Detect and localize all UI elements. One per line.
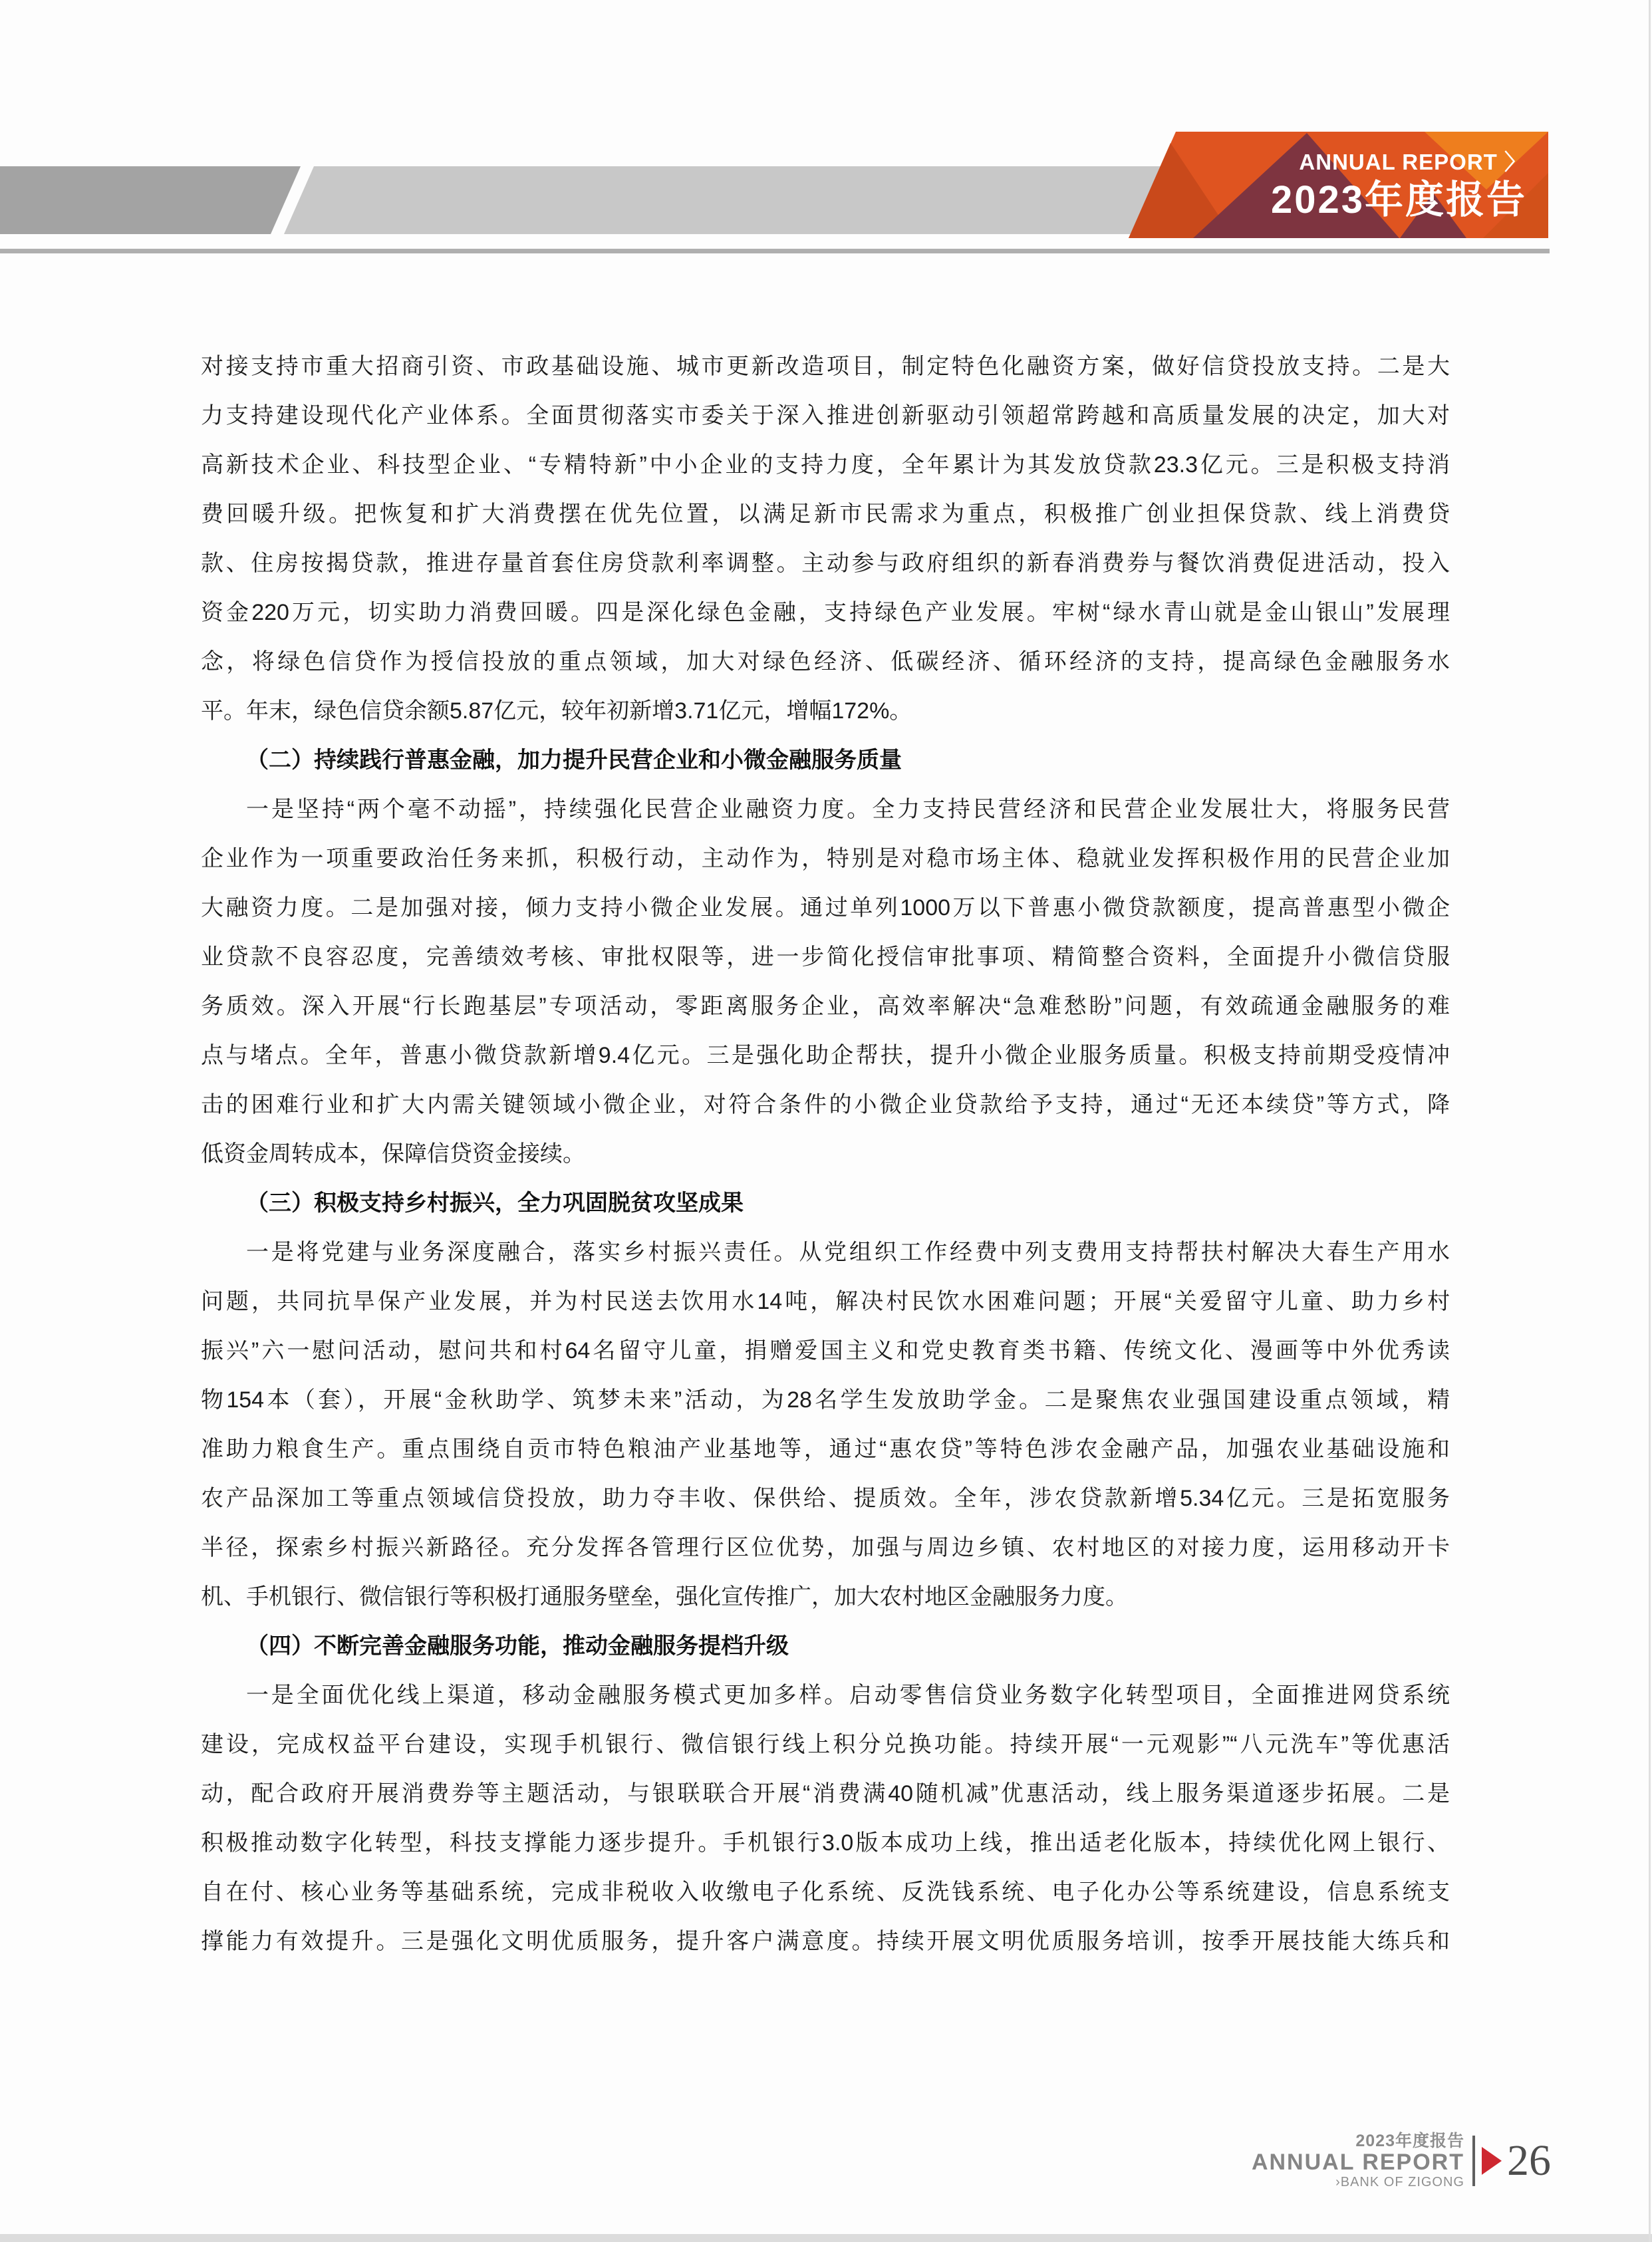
body-line: 积极推动数字化转型，科技支撑能力逐步提升。手机银行3.0版本成功上线，推出适老化版本，持续优化网上银行、 <box>201 1830 1450 1856</box>
section-heading: （四）不断完善金融服务功能，推动金融服务提档升级 <box>246 1633 789 1659</box>
body-line: 务质效。深入开展“行长跑基层”专项活动，零距离服务企业，高效率解决“急难愁盼”问题，有效疏通金融服务的难 <box>201 994 1450 1019</box>
body-line: 费回暖升级。把恢复和扩大消费摆在优先位置，以满足新市民需求为重点，积极推广创业担保贷款、线上消费贷 <box>201 501 1450 527</box>
footer-report-title-cn: 2023年度报告 <box>1355 2132 1464 2150</box>
body-line: 款、住房按揭贷款，推进存量首套住房贷款利率调整。主动参与政府组织的新春消费券与餐饮消费促进活动，投入 <box>201 551 1450 576</box>
page-number: 26 <box>1507 2136 1551 2185</box>
document-body <box>201 342 1450 1966</box>
body-line: 力支持建设现代化产业体系。全面贯彻落实市委关于深入推进创新驱动引领超常跨越和高质量发展的决定，加大对 <box>201 403 1450 428</box>
body-line: 资金220万元，切实助力消费回暖。四是深化绿色金融，支持绿色产业发展。牢树“绿水青山就是金山银山”发展理 <box>201 600 1450 625</box>
body-line: 自在付、核心业务等基础系统，完成非税收入收缴电子化系统、反洗钱系统、电子化办公等系统建设，信息系统支 <box>201 1880 1450 1905</box>
body-line: 大融资力度。二是加强对接，倾力支持小微企业发展。通过单列1000万以下普惠小微贷款额度，提高普惠型小微企 <box>201 895 1450 920</box>
body-line: 一是将党建与业务深度融合，落实乡村振兴责任。从党组织工作经费中列支费用支持帮扶村解决大春生产用水 <box>246 1240 1450 1265</box>
body-line: 动，配合政府开展消费券等主题活动，与银联联合开展“消费满40随机减”优惠活动，线上服务渠道逐步拓展。二是 <box>201 1781 1450 1806</box>
banner-annual-report-label: ANNUAL REPORT 〉 <box>1299 150 1527 174</box>
banner-text-block <box>1157 132 1527 221</box>
body-line: 一是全面优化线上渠道，移动金融服务模式更加多样。启动零售信贷业务数字化转型项目，全面推进网贷系统 <box>246 1683 1450 1708</box>
body-line: 问题，共同抗旱保产业发展，并为村民送去饮用水14吨，解决村民饮水困难问题；开展“关爱留守儿童、助力乡村 <box>201 1289 1450 1314</box>
footer-bank-name: ›BANK OF ZIGONG <box>1335 2175 1464 2189</box>
body-line: 撑能力有效提升。三是强化文明优质服务，提升客户满意度。持续开展文明优质服务培训，按季开展技能大练兵和 <box>201 1929 1450 1954</box>
body-line: 企业作为一项重要政治任务来抓，积极行动，主动作为，特别是对稳市场主体、稳就业发挥积极作用的民营企业加 <box>201 846 1450 871</box>
footer-text-block <box>1252 2132 1464 2190</box>
section-heading: （二）持续践行普惠金融，加力提升民营企业和小微金融服务质量 <box>246 748 902 773</box>
header-gray-band-dark <box>0 166 301 234</box>
footer-divider-line <box>1472 2136 1475 2186</box>
red-arrow-icon <box>1482 2147 1502 2175</box>
body-line: 半径，探索乡村振兴新路径。充分发挥各管理行区位优势，加强与周边乡镇、农村地区的对接力度，运用移动开卡 <box>201 1535 1450 1560</box>
body-line: 高新技术企业、科技型企业、“专精特新”中小企业的支持力度，全年累计为其发放贷款23.3亿元。三是积极支持消 <box>201 452 1450 478</box>
footer-report-title-en: ANNUAL REPORT <box>1251 2150 1464 2175</box>
body-line: 机、手机银行、微信银行等积极打通服务壁垒，强化宣传推广，加大农村地区金融服务力度。 <box>201 1584 1128 1610</box>
body-line: 击的困难行业和扩大内需关键领域小微企业，对符合条件的小微企业贷款给予支持，通过“无还本续贷”等方式，降 <box>201 1092 1450 1117</box>
header-rule-line <box>0 249 1550 253</box>
section-heading: （三）积极支持乡村振兴，全力巩固脱贫攻坚成果 <box>246 1191 744 1216</box>
page-footer <box>1252 2132 1551 2190</box>
body-line: 点与堵点。全年，普惠小微贷款新增9.4亿元。三是强化助企帮扶，提升小微企业服务质量。积极支持前期受疫情冲 <box>201 1043 1450 1068</box>
header-gray-band-light <box>284 166 1163 234</box>
body-line: 建设，完成权益平台建设，实现手机银行、微信银行线上积分兑换功能。持续开展“一元观影”“八元洗车”等优惠活 <box>201 1732 1450 1757</box>
body-line: 平。年末，绿色信贷余额5.87亿元，较年初新增3.71亿元，增幅172%。 <box>201 698 912 724</box>
body-line: 一是坚持“两个毫不动摇”，持续强化民营企业融资力度。全力支持民营经济和民营企业发展壮大，将服务民营 <box>246 797 1450 822</box>
body-line: 振兴”六一慰问活动，慰问共和村64名留守儿童，捐赠爱国主义和党史教育类书籍、传统文化、漫画等中外优秀读 <box>201 1338 1450 1363</box>
right-edge-line <box>1649 0 1651 2242</box>
body-line: 农产品深加工等重点领域信贷投放，助力夺丰收、保供给、提质效。全年，涉农贷款新增5.34亿元。三是拓宽服务 <box>201 1486 1450 1511</box>
body-line: 对接支持市重大招商引资、市政基础设施、城市更新改造项目，制定特色化融资方案，做好信贷投放支持。二是大 <box>201 354 1450 379</box>
body-line: 念，将绿色信贷作为授信投放的重点领域，加大对绿色经济、低碳经济、循环经济的支持，提高绿色金融服务水 <box>201 649 1450 674</box>
banner-title: 2023年度报告 <box>1270 178 1527 221</box>
bottom-edge-strip <box>0 2234 1652 2242</box>
body-line: 物154本（套），开展“金秋助学、筑梦未来”活动，为28名学生发放助学金。二是聚焦农业强国建设重点领域，精 <box>201 1387 1450 1413</box>
body-line: 低资金周转成本，保障信贷资金接续。 <box>201 1141 585 1167</box>
body-line: 准助力粮食生产。重点围绕自贡市特色粮油产业基地等，通过“惠农贷”等特色涉农金融产品，加强农业基础设施和 <box>201 1437 1450 1462</box>
body-line: 业贷款不良容忍度，完善绩效考核、审批权限等，进一步简化授信审批事项、精简整合资料，全面提升小微信贷服 <box>201 944 1450 970</box>
